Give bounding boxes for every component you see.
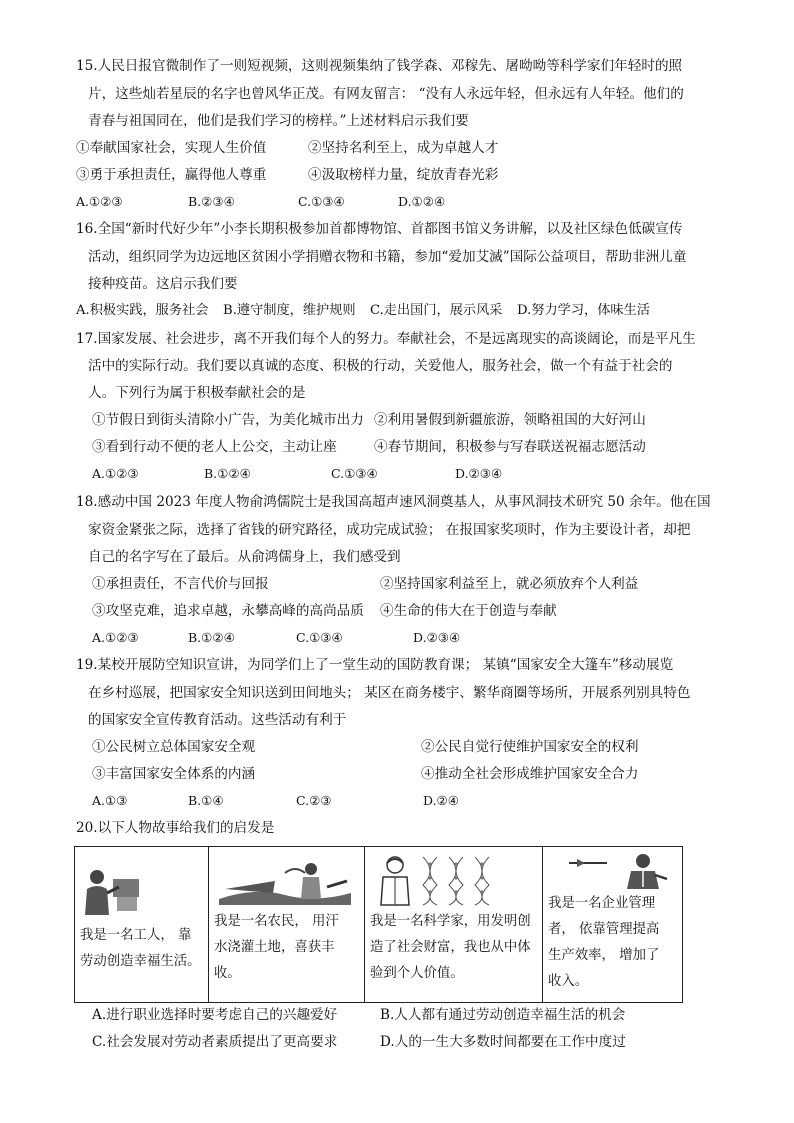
q19-choice-c: C.②③ (296, 793, 332, 808)
q18-stem-line-2: 家资金紧张之际，选择了省钱的研究路径，成功完成试验； 在报国家奖项时，作为主要设计者，却把 (88, 522, 691, 538)
q15-item-1: ①奉献国家社会，实现人生价值 (76, 140, 267, 156)
q18-choice-b: B.①②④ (188, 630, 235, 645)
q18-item-4: ④生命的伟大在于创造与奉献 (380, 603, 557, 619)
farmer-text-line-3: 收。 (214, 966, 241, 981)
manager-text-line-2: 者， 依靠管理提高 (548, 922, 660, 937)
q16-stem-line-3: 接种疫苗。这启示我们要 (88, 276, 238, 292)
farmer-text-line-2: 水浇灌土地，喜获丰 (214, 940, 335, 955)
q17-choice-b: B.①②④ (204, 466, 251, 481)
q17-choice-d: D.②③④ (455, 466, 503, 481)
q15-stem-line-1: 15.人民日报官微制作了一则短视频，这则视频集纳了钱学森、邓稼先、屠呦呦等科学家们年轻时的照 (76, 58, 683, 74)
q17-choice-a: A.①②③ (92, 466, 139, 481)
q19-item-4: ④推动全社会形成维护国家安全合力 (421, 766, 639, 782)
q15-item-4: ④汲取榜样力量，绽放青春光彩 (308, 167, 499, 183)
q18-item-3: ③攻坚克难，追求卓越，永攀高峰的高尚品质 (92, 603, 364, 619)
q19-item-3: ③丰富国家安全体系的内涵 (92, 766, 256, 782)
q20-choice-c: C.社会发展对劳动者素质提出了更高要求 (92, 1034, 338, 1050)
worker-text-line-2: 劳动创造幸福生活。 (80, 954, 201, 969)
q15-choice-c: C.①③④ (298, 194, 345, 209)
manager-text-line-3: 生产效率， 增加了 (548, 948, 660, 963)
farmer-icon (215, 859, 355, 907)
q19-stem-line-3: 的国家安全宣传教育活动。这些活动有利于 (88, 712, 347, 728)
q15-stem-line-3: 青春与祖国同在，他们是我们学习的榜样。”上述材料启示我们要 (88, 113, 469, 129)
scientist-text-line-2: 造了社会财富，我也从中体 (370, 940, 531, 955)
q17-stem-line-2: 活中的实际行动。我们要以真诚的态度、积极的行动，关爱他人，服务社会，做一个有益于社会的 (88, 358, 673, 374)
scientist-text-line-3: 验到个人价值。 (370, 966, 464, 981)
q19-choice-a: A.①③ (92, 793, 128, 808)
scientist-icon (371, 853, 537, 907)
q18-stem-line-3: 自己的名字写在了最后。从俞鸿儒身上，我们感受到 (88, 549, 401, 565)
story-table (74, 846, 683, 1003)
manager-text-line-4: 收入。 (548, 974, 589, 989)
q19-item-1: ①公民树立总体国家安全观 (92, 739, 256, 755)
q15-choice-d: D.①②④ (398, 194, 446, 209)
story-cell-worker (75, 847, 209, 1003)
scientist-text-line-1: 我是一名科学家，用发明创 (370, 914, 531, 929)
q19-stem-line-2: 在乡村巡展，把国家安全知识送到田间地头； 某区在商务楼宇、繁华商圈等场所，开展系列别具特色 (88, 685, 691, 701)
farmer-text-line-1: 我是一名农民， 用汗 (214, 914, 339, 929)
q19-choice-d: D.②④ (423, 793, 459, 808)
q16-choice-d: D.努力学习，体味生活 (517, 303, 650, 318)
q19-stem-line-1: 19.某校开展防空知识宣讲，为同学们上了一堂生动的国防教育课； 某镇“国家安全大篷车”移动展览 (76, 657, 674, 673)
q18-stem-line-1: 18.感动中国 2023 年度人物俞鸿儒院士是我国高超声速风洞奠基人，从事风洞技术研究 50 余年。他在国 (76, 494, 711, 510)
worker-text-line-1: 我是一名工人， 靠 (80, 928, 192, 943)
q16-stem-line-1: 16.全国“新时代好少年”小李长期积极参加首都博物馆、首都图书馆义务讲解，以及社区绿色低碳宣传 (76, 221, 683, 237)
q20-stem: 20.以下人物故事给我们的启发是 (76, 820, 275, 836)
q17-item-2: ②利用暑假到新疆旅游，领略祖国的大好河山 (374, 412, 646, 428)
q18-choice-d: D.②③④ (413, 630, 461, 645)
q17-stem-line-1: 17.国家发展、社会进步，离不开我们每个人的努力。奉献社会，不是远离现实的高谈阔论，而是平凡生 (76, 331, 696, 347)
q17-item-1: ①节假日到街头清除小广告，为美化城市出力 (92, 412, 364, 428)
q18-item-2: ②坚持国家利益至上，就必须放弃个人利益 (380, 576, 639, 592)
q19-choice-b: B.①④ (188, 793, 224, 808)
q15-choice-b: B.②③④ (188, 194, 235, 209)
q16-choice-b: B.遵守制度，维护规则 (223, 303, 356, 318)
worker-icon (79, 865, 145, 917)
q20-choice-a: A.进行职业选择时要考虑自己的兴趣爱好 (92, 1007, 338, 1023)
q18-item-1: ①承担责任，不言代价与回报 (92, 576, 269, 592)
q17-choice-c: C.①③④ (331, 466, 378, 481)
q16-choice-c: C.走出国门，展示风采 (370, 303, 503, 318)
manager-icon (563, 851, 675, 891)
q19-item-2: ②公民自觉行使维护国家安全的权利 (421, 739, 639, 755)
q15-stem-line-2: 片，这些灿若星辰的名字也曾风华正茂。有网友留言： “没有人永远年轻，但永远有人年轻。他们的 (88, 86, 684, 102)
q15-item-2: ②坚持名利至上，成为卓越人才 (308, 140, 499, 156)
q20-choice-b: B.人人都有通过劳动创造幸福生活的机会 (380, 1007, 626, 1023)
q20-choice-d: D.人的一生大多数时间都要在工作中度过 (380, 1034, 626, 1050)
q15-choice-a: A.①②③ (76, 194, 123, 209)
manager-text-line-1: 我是一名企业管理 (548, 896, 656, 911)
q17-item-3: ③看到行动不便的老人上公交，主动让座 (92, 439, 337, 455)
q15-item-3: ③勇于承担责任，赢得他人尊重 (76, 167, 267, 183)
q17-item-4: ④春节期间，积极参与写春联送祝福志愿活动 (374, 439, 646, 455)
q16-stem-line-2: 活动，组织同学为边远地区贫困小学捐赠衣物和书籍，参加“爱加艾滅”国际公益项目，帮助非洲儿童 (88, 249, 687, 265)
story-cell-scientist (365, 847, 543, 1003)
q18-choice-a: A.①②③ (92, 630, 139, 645)
q18-choice-c: C.①③④ (296, 630, 343, 645)
story-cell-farmer (209, 847, 365, 1003)
q17-stem-line-3: 人。下列行为属于积极奉献社会的是 (88, 385, 306, 401)
q16-choice-a: A.积极实践，服务社会 (76, 303, 209, 318)
story-cell-manager (543, 847, 683, 1003)
